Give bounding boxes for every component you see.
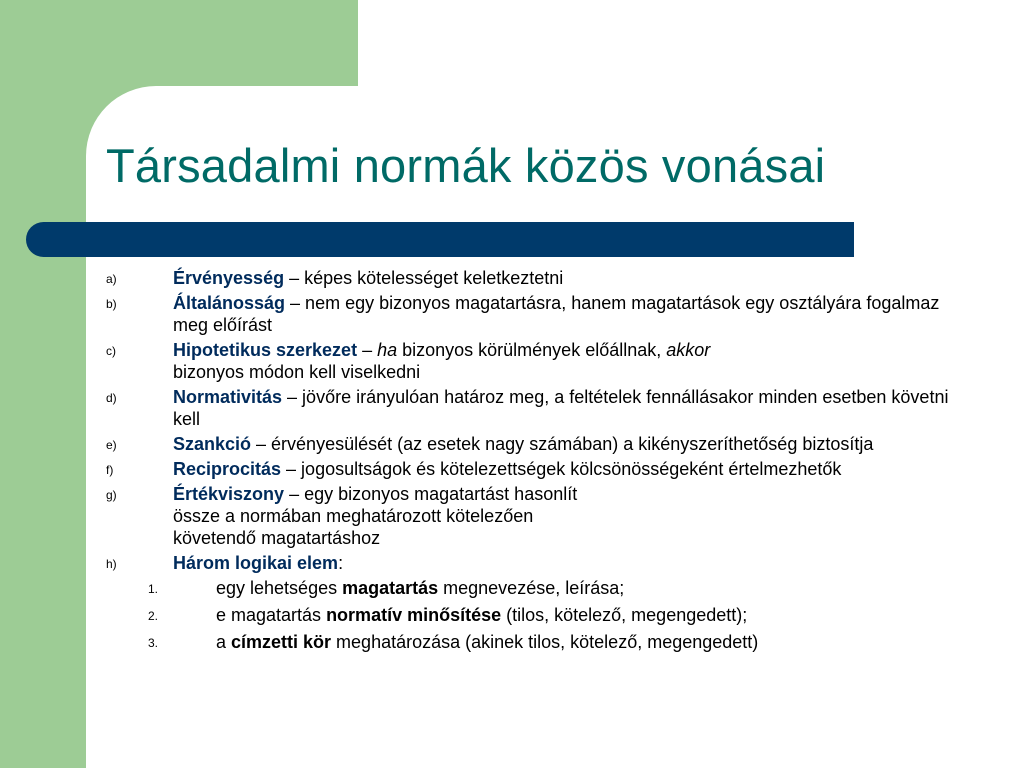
sub-list-marker: 2.: [148, 609, 159, 623]
sub-text-post: meghatározása (akinek tilos, kötelező, megengedett): [331, 632, 759, 652]
list-item-g: [0, 483, 1024, 549]
sub-list-item-1: [0, 577, 1024, 599]
list-item-a: [0, 267, 1024, 289]
term-description: – egy bizonyos magatartást hasonlít: [284, 484, 578, 504]
list-marker: b): [106, 297, 117, 311]
title-accent-bar: [26, 222, 854, 257]
list-item-b: [0, 292, 1024, 336]
list-item-text: [173, 267, 954, 289]
list-item-f: [0, 458, 1024, 480]
slide-title: Társadalmi normák közös vonásai: [106, 139, 826, 192]
list-marker: d): [106, 391, 117, 405]
feature-list: [0, 267, 1024, 658]
list-item-text: [173, 552, 954, 574]
sub-text-pre: e magatartás: [216, 605, 327, 625]
term-ervenyesseg: Érvényesség: [173, 268, 285, 288]
list-item-text: [173, 292, 954, 336]
sub-list-item-2: [0, 604, 1024, 626]
term-description: bizonyos körülmények előállnak,: [397, 340, 667, 360]
term-ertekviszony: Értékviszony: [173, 484, 285, 504]
term-harom-logikai-elem: Három logikai elem: [173, 553, 339, 573]
emphasis-ha: ha: [377, 340, 398, 360]
sub-text-post: megnevezése, leírása;: [438, 578, 625, 598]
list-item-c: [0, 339, 1024, 383]
list-item-text: [173, 483, 954, 549]
term-description: bizonyos módon kell viselkedni: [173, 362, 421, 382]
term-altalanossag: Általánosság: [173, 293, 286, 313]
term-description: :: [338, 553, 344, 573]
sub-list-item-text: [216, 631, 984, 653]
list-item-e: [0, 433, 1024, 455]
emphasis-akkor: akkor: [666, 340, 711, 360]
list-marker: g): [106, 488, 117, 502]
term-description: – nem egy bizonyos magatartásra, hanem magatartások egy osztályára fogalmaz meg előírást: [173, 293, 940, 335]
list-marker: a): [106, 272, 117, 286]
sub-list-item-text: [216, 604, 984, 626]
list-marker: c): [106, 344, 116, 358]
sub-text-pre: a: [216, 632, 232, 652]
term-description: követendő magatartáshoz: [173, 528, 381, 548]
term-szankcio: Szankció: [173, 434, 252, 454]
list-item-text: [173, 386, 954, 430]
term-hipotetikus-szerkezet: Hipotetikus szerkezet: [173, 340, 358, 360]
sub-list-marker: 1.: [148, 582, 159, 596]
term-normativitas: Normativitás: [173, 387, 283, 407]
term-description: – képes kötelességet keletkeztetni: [284, 268, 564, 288]
list-marker: h): [106, 557, 117, 571]
list-item-text: [173, 339, 954, 383]
list-marker: e): [106, 438, 117, 452]
term-description: – érvényesülését (az esetek nagy számában) a kikényszeríthetőség biztosítja: [251, 434, 874, 454]
sub-text-bold: magatartás: [342, 578, 439, 598]
list-item-d: [0, 386, 1024, 430]
list-item-text: [173, 433, 954, 455]
term-description: – jövőre irányulóan határoz meg, a feltételek fennállásakor minden esetben követni kell: [173, 387, 949, 429]
sub-text-pre: egy lehetséges: [216, 578, 343, 598]
sub-list-item-text: [216, 577, 984, 599]
sub-list-item-3: [0, 631, 1024, 653]
list-item-text: [173, 458, 954, 480]
term-description: össze a normában meghatározott kötelezően: [173, 506, 534, 526]
term-reciprocitas: Reciprocitás: [173, 459, 282, 479]
sub-text-bold: címzetti kör: [231, 632, 332, 652]
term-description: – jogosultságok és kötelezettségek kölcsönösségeként értelmezhetők: [281, 459, 842, 479]
sub-list-marker: 3.: [148, 636, 159, 650]
sub-text-bold: normatív minősítése: [326, 605, 502, 625]
list-marker: f): [106, 463, 114, 477]
sub-text-post: (tilos, kötelező, megengedett);: [501, 605, 748, 625]
list-item-h: [0, 552, 1024, 574]
term-description: –: [357, 340, 378, 360]
